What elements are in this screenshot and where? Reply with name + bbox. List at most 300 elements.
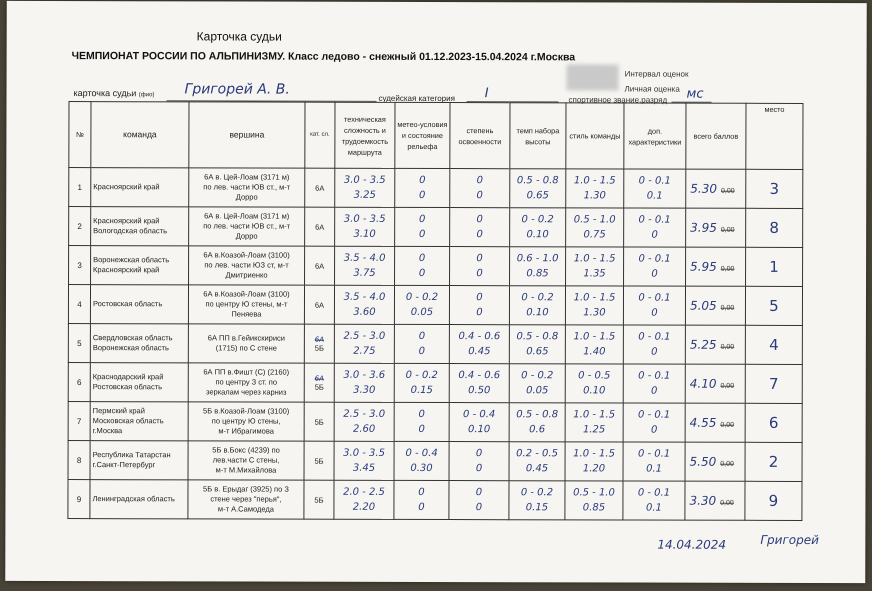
team-line: Ростовская область (92, 382, 163, 392)
peak-line: по центру Ю стены, (211, 416, 281, 426)
col-tempo: темп набора высоты (510, 103, 566, 169)
knowledge-range: 0 (475, 487, 483, 499)
meteo-cell (394, 285, 449, 324)
team-line: Пермский край (92, 406, 145, 416)
peak-line: м-т А.Самодеда (217, 504, 274, 514)
meteo-cell (394, 402, 449, 441)
extra-cell (624, 208, 686, 247)
peak-line: Пеняева (231, 309, 262, 319)
tech-cell (334, 441, 394, 480)
total-placeholder: 0,00 (720, 265, 735, 273)
team-line: Краснодарский край (92, 372, 164, 382)
place-cell: 3 (746, 169, 803, 208)
row-number: 7 (68, 402, 90, 441)
extra-score: 0 (651, 346, 658, 358)
team-line: Ростовская область (92, 299, 163, 309)
tech-cell (334, 363, 394, 402)
peak-cell (188, 441, 304, 480)
style-range: 1.0 - 1.5 (573, 448, 615, 460)
col-team: команда (91, 102, 189, 168)
knowledge-score: 0.50 (468, 385, 491, 397)
knowledge-cell (450, 169, 510, 208)
col-knowledge: степень освоенности (450, 103, 510, 169)
tempo-range: 0.5 - 0.8 (516, 409, 559, 421)
championship-subtitle: ЧЕМПИОНАТ РОССИИ ПО АЛЬПИНИЗМУ. Класс ледово - снежный 01.12.2023-15.04.2024 г.Москва (71, 50, 576, 64)
category-cell (304, 324, 334, 363)
knowledge-range: 0.4 - 0.6 (458, 370, 501, 382)
peak-line: Дмитриенко (225, 270, 268, 280)
tempo-cell (509, 364, 565, 403)
team-line: Красноярский край (93, 216, 160, 226)
peak-cell (189, 207, 305, 246)
tempo-range: 0 - 0.2 (520, 487, 554, 499)
category-value: 5Б (314, 343, 324, 353)
extra-score: 0.1 (645, 502, 662, 514)
team-cell (90, 324, 188, 363)
peak-cell (188, 324, 304, 363)
meteo-cell (394, 441, 449, 480)
total-score: 5.05 (689, 298, 717, 313)
col-tech: техническая сложность и трудоемкость маршрута (335, 102, 395, 168)
knowledge-score: 0 (476, 268, 483, 280)
extra-cell (623, 364, 685, 403)
peak-line: (1715) по С стене (215, 343, 277, 353)
place-cell: 6 (745, 403, 802, 442)
knowledge-cell (449, 364, 509, 403)
meteo-score: 0.30 (410, 462, 433, 474)
judge-signature: Григорей (760, 532, 819, 548)
tempo-range: 0 - 0.2 (521, 370, 554, 382)
knowledge-score: 0.45 (468, 346, 491, 358)
extra-range: 0 - 0.1 (638, 253, 671, 265)
style-range: 1.0 - 1.5 (573, 331, 616, 343)
extra-range: 0 - 0.1 (637, 487, 671, 499)
style-cell (565, 364, 623, 403)
peak-line: 6А ПП в.Гейикскириси (207, 333, 285, 343)
total-score: 4.55 (689, 415, 717, 430)
team-cell (90, 441, 188, 480)
team-line: Ленинградская область (92, 494, 175, 504)
tech-range: 3.0 - 3.6 (343, 369, 386, 381)
row-number: 4 (68, 285, 90, 324)
total-placeholder: 0,00 (720, 343, 735, 351)
tech-range: 2.5 - 3.0 (343, 330, 386, 342)
peak-line: 6А в.Коазой-Лоам (3100) (203, 289, 290, 299)
table-row (69, 168, 803, 209)
total-cell (686, 247, 746, 286)
knowledge-score: 0 (476, 307, 483, 319)
category-cell (305, 207, 335, 246)
extra-cell (623, 442, 685, 481)
tempo-cell (509, 286, 565, 325)
total-score: 5.50 (689, 454, 717, 469)
interval-label: Интервал оценок (624, 69, 689, 79)
tech-cell (334, 324, 394, 363)
team-line: Воронежская область (92, 343, 169, 353)
tech-range: 2.0 - 2.5 (343, 486, 385, 498)
team-line: г.Москва (92, 426, 123, 436)
meteo-cell (394, 480, 449, 519)
style-cell (566, 169, 624, 208)
peak-line: по лев. части ЮЗ ст, м-т (204, 260, 289, 270)
category-cell (304, 402, 334, 441)
total-placeholder: 0,00 (720, 187, 735, 195)
team-line: Красноярский край (93, 265, 160, 275)
peak-line: 5Б в.Бокс (4239) по (212, 445, 280, 455)
peak-line: м-т Ибрагимова (218, 426, 274, 436)
tech-score: 2.20 (352, 501, 376, 513)
scores-table (67, 101, 803, 521)
extra-range: 0 - 0.1 (638, 370, 671, 382)
meteo-score: 0.05 (410, 306, 434, 318)
tech-score: 2.60 (352, 423, 376, 435)
peak-line: по лев. части ЮВ ст., м-т (203, 182, 291, 192)
tempo-cell (510, 208, 566, 247)
knowledge-range: 0 (476, 214, 483, 226)
category-cell (304, 480, 334, 519)
category-label: судейская категория (378, 93, 455, 104)
place-cell: 2 (745, 442, 802, 481)
extra-range: 0 - 0.1 (638, 409, 671, 421)
category-cell (304, 363, 334, 402)
category-value: 6А (315, 222, 325, 232)
table-row (68, 285, 802, 326)
extra-cell (624, 169, 686, 208)
tempo-cell (510, 247, 566, 286)
tempo-range: 0.6 - 1.0 (516, 253, 559, 265)
total-score: 5.30 (690, 181, 718, 196)
tech-cell (335, 207, 395, 246)
meteo-score: 0 (418, 228, 426, 240)
total-placeholder: 0,00 (720, 226, 735, 234)
peak-line: зеркалам через карниз (205, 387, 287, 397)
judge-label-text: карточка судьи (73, 88, 137, 99)
col-meteo: метео-условия и состояние рельефа (395, 102, 450, 168)
meteo-range: 0 (419, 174, 426, 186)
team-cell (91, 246, 189, 285)
style-range: 0 - 0.5 (578, 370, 611, 382)
rank-label: спортивное звание,разряд (568, 95, 668, 105)
place-cell: 8 (746, 208, 803, 247)
meteo-range: 0 - 0.2 (405, 369, 438, 382)
tech-score: 3.25 (353, 189, 376, 201)
knowledge-score: 0 (476, 190, 483, 202)
team-cell (91, 168, 189, 207)
style-range: 1.0 - 1.5 (573, 409, 616, 421)
place-cell: 9 (745, 481, 802, 520)
total-cell (685, 364, 745, 403)
row-number: 8 (68, 441, 90, 480)
peak-line: лев.части С стены, (212, 455, 280, 465)
category-value: 5Б (314, 417, 324, 427)
team-line: Свердловская область (92, 333, 173, 343)
tempo-score: 0.65 (526, 346, 549, 358)
knowledge-range: 0.4 - 0.6 (458, 331, 501, 343)
meteo-score: 0 (418, 267, 426, 279)
total-score: 4.10 (689, 376, 717, 391)
peak-line: м-т М.Михайлова (215, 465, 277, 475)
style-score: 1.30 (583, 190, 606, 202)
style-cell (566, 208, 624, 247)
extra-range: 0 - 0.1 (638, 292, 671, 304)
total-score: 5.95 (690, 259, 717, 274)
tempo-range: 0 - 0.2 (521, 292, 554, 304)
peak-cell (189, 246, 305, 285)
total-cell (685, 442, 745, 481)
row-number: 2 (69, 207, 91, 246)
tech-range: 3.0 - 3.5 (343, 213, 386, 225)
knowledge-range: 0 (476, 253, 483, 265)
peak-line: Дорро (235, 192, 258, 202)
place-cell: 7 (745, 364, 802, 403)
peak-cell (188, 402, 304, 441)
category-value: 5Б (314, 495, 324, 505)
category-value: 6А (315, 183, 325, 193)
meteo-range: 0 (418, 252, 426, 264)
tempo-cell (509, 442, 565, 481)
meteo-score: 0 (418, 423, 425, 435)
tech-range: 2.5 - 3.0 (343, 408, 386, 420)
extra-score: 0 (651, 268, 658, 280)
redacted-box (567, 64, 619, 90)
tech-score: 3.10 (353, 228, 376, 240)
tempo-score: 0.15 (525, 502, 549, 514)
col-style: стиль команды (566, 103, 624, 169)
card-title: Карточка судьи (196, 29, 282, 44)
knowledge-cell (449, 286, 509, 325)
tech-score: 3.30 (353, 384, 376, 396)
category-cell (304, 441, 334, 480)
place-cell: 5 (745, 286, 802, 325)
style-range: 1.0 - 1.5 (573, 175, 616, 187)
col-num: № (69, 102, 91, 168)
table-row (69, 207, 803, 248)
tech-cell (334, 402, 394, 441)
team-cell (90, 402, 188, 441)
meteo-range: 0 - 0.2 (405, 291, 439, 304)
meteo-range: 0 (418, 330, 426, 342)
style-cell (565, 442, 623, 481)
style-cell (565, 286, 623, 325)
tempo-score: 0.65 (526, 190, 549, 202)
category-cell (305, 246, 335, 285)
meteo-score: 0 (419, 189, 426, 201)
extra-range: 0 - 0.1 (638, 175, 671, 187)
peak-line: 6А в.Коазой-Лоам (3100) (203, 250, 290, 260)
knowledge-score: 0 (475, 463, 483, 475)
total-placeholder: 0,00 (720, 421, 735, 429)
extra-range: 0 - 0.1 (637, 448, 671, 460)
meteo-cell (395, 207, 450, 246)
total-cell (686, 169, 746, 208)
place-cell: 4 (745, 325, 802, 364)
tempo-cell (509, 403, 565, 442)
tempo-range: 0.5 - 0.8 (516, 331, 559, 343)
category-old: 6А (314, 335, 325, 344)
peak-cell (188, 285, 304, 324)
total-cell (685, 481, 745, 520)
row-number: 1 (69, 168, 91, 207)
tech-cell (335, 168, 395, 207)
extra-range: 0 - 0.1 (638, 331, 671, 343)
extra-score: 0 (650, 424, 658, 436)
tempo-score: 0.45 (525, 463, 549, 475)
style-score: 1.30 (583, 307, 606, 319)
tech-range: 3.0 - 3.5 (343, 447, 385, 459)
style-cell (565, 481, 623, 520)
style-range: 1.0 - 1.5 (573, 292, 616, 304)
total-score: 3.95 (690, 220, 717, 235)
style-score: 0.85 (582, 502, 606, 514)
team-line: Воронежская область (93, 255, 170, 265)
peak-cell (188, 480, 304, 519)
style-cell (565, 403, 623, 442)
category-value: I (484, 84, 489, 101)
peak-line: Дорро (235, 231, 258, 241)
extra-score: 0 (651, 385, 658, 397)
knowledge-score: 0 (476, 229, 483, 241)
table-row (69, 246, 803, 287)
team-cell (90, 285, 188, 324)
tempo-range: 0 - 0.2 (521, 214, 554, 226)
knowledge-cell (450, 208, 510, 247)
total-cell (685, 286, 745, 325)
signature-date: 14.04.2024 (657, 537, 727, 552)
total-cell (685, 325, 745, 364)
judge-label-small: (фио) (138, 92, 155, 99)
style-cell (566, 247, 624, 286)
style-cell (565, 325, 623, 364)
table-header-row (69, 102, 803, 170)
team-line: Красноярский край (93, 182, 160, 192)
total-score: 3.30 (689, 493, 717, 508)
knowledge-range: 0 (476, 175, 483, 187)
team-line: Вологодская область (93, 226, 168, 236)
knowledge-score: 0.10 (467, 424, 491, 436)
row-number: 3 (69, 246, 91, 285)
extra-cell (623, 286, 685, 325)
row-number: 9 (68, 480, 90, 519)
total-placeholder: 0,00 (720, 382, 735, 390)
knowledge-cell (449, 325, 509, 364)
extra-score: 0 (651, 307, 658, 319)
extra-score: 0.1 (646, 190, 663, 202)
table-row (68, 324, 802, 365)
total-placeholder: 0,00 (720, 304, 735, 312)
peak-line: по лев. части ЮВ ст., м-т (203, 221, 291, 231)
style-score: 1.40 (583, 346, 606, 358)
table-row (68, 441, 802, 482)
meteo-score: 0 (418, 501, 425, 513)
extra-cell (624, 247, 686, 286)
tempo-score: 0.6 (529, 424, 546, 436)
meteo-cell (395, 168, 450, 207)
tech-score: 3.45 (352, 462, 376, 474)
style-score: 1.20 (582, 463, 606, 475)
team-cell (91, 207, 189, 246)
tech-range: 3.5 - 4.0 (343, 291, 386, 303)
total-cell (686, 208, 746, 247)
tech-score: 3.75 (353, 267, 376, 279)
extra-range: 0 - 0.1 (638, 214, 671, 226)
total-placeholder: 0,00 (720, 460, 734, 468)
meteo-score: 0 (418, 345, 426, 357)
tempo-cell (509, 481, 565, 520)
peak-cell (188, 363, 304, 402)
col-total: всего баллов (686, 103, 746, 169)
style-range: 0.5 - 1.0 (573, 487, 615, 499)
row-number: 6 (68, 363, 90, 402)
peak-cell (189, 168, 305, 207)
style-range: 0.5 - 1.0 (573, 214, 616, 226)
tempo-range: 0.5 - 0.8 (516, 175, 559, 187)
judge-name: Григорей А. В. (184, 81, 290, 98)
knowledge-cell (450, 247, 510, 286)
personal-score-label: Личная оценка (624, 84, 680, 94)
style-score: 0.10 (583, 385, 606, 397)
peak-line: по центру Ю стены, м-т (205, 299, 288, 309)
col-place: место (746, 103, 803, 169)
table-row (68, 363, 802, 404)
team-line: г.Санкт-Петербург (92, 460, 156, 470)
category-old: 6А (314, 374, 324, 383)
category-value: 5Б (314, 382, 324, 392)
peak-line: 5Б в.Коазой-Лоам (3100) (203, 406, 290, 416)
meteo-cell (394, 363, 449, 402)
peak-line: 5Б в. Ерыдаг (3925) по З (203, 484, 289, 494)
category-value: 6А (314, 261, 325, 271)
tech-score: 2.75 (353, 345, 376, 357)
judge-card-sheet (5, 1, 867, 583)
tech-range: 3.5 - 4.0 (343, 252, 386, 264)
tempo-score: 0.10 (526, 229, 549, 241)
peak-line: 6А в. Цей-Лоам (3171 м) (204, 172, 290, 182)
style-score: 0.75 (583, 229, 606, 241)
rank-value: мс (686, 86, 704, 102)
place-cell: 1 (746, 247, 803, 286)
style-score: 1.25 (582, 424, 606, 436)
knowledge-cell (449, 442, 509, 481)
meteo-range: 0 (418, 486, 425, 498)
knowledge-range: 0 - 0.4 (463, 409, 496, 421)
total-cell (685, 403, 745, 442)
tempo-score: 0.05 (526, 385, 549, 397)
meteo-range: 0 - 0.4 (405, 447, 438, 460)
meteo-cell (395, 246, 450, 285)
table-row (68, 480, 802, 521)
meteo-cell (394, 324, 449, 363)
team-line: Республика Татарстан (92, 450, 171, 460)
meteo-range: 0 (418, 213, 426, 225)
row-number: 5 (68, 324, 90, 363)
judge-label (74, 88, 155, 98)
team-cell (90, 363, 188, 402)
tempo-score: 0.10 (526, 307, 549, 319)
extra-score: 0.1 (646, 463, 663, 475)
extra-cell (623, 325, 685, 364)
peak-line: 6А ПП в.Фишт (С) (2160) (203, 367, 290, 377)
category-value: 6А (314, 300, 325, 310)
tech-cell (335, 246, 395, 285)
extra-cell (623, 403, 685, 442)
knowledge-range: 0 (475, 448, 483, 460)
category-value: 5Б (314, 456, 324, 466)
table-row (68, 402, 802, 443)
col-cat: кат. сл. (305, 102, 335, 168)
extra-cell (623, 481, 685, 520)
peak-line: стене через "перья", (210, 494, 282, 504)
tempo-score: 0.85 (526, 268, 549, 280)
